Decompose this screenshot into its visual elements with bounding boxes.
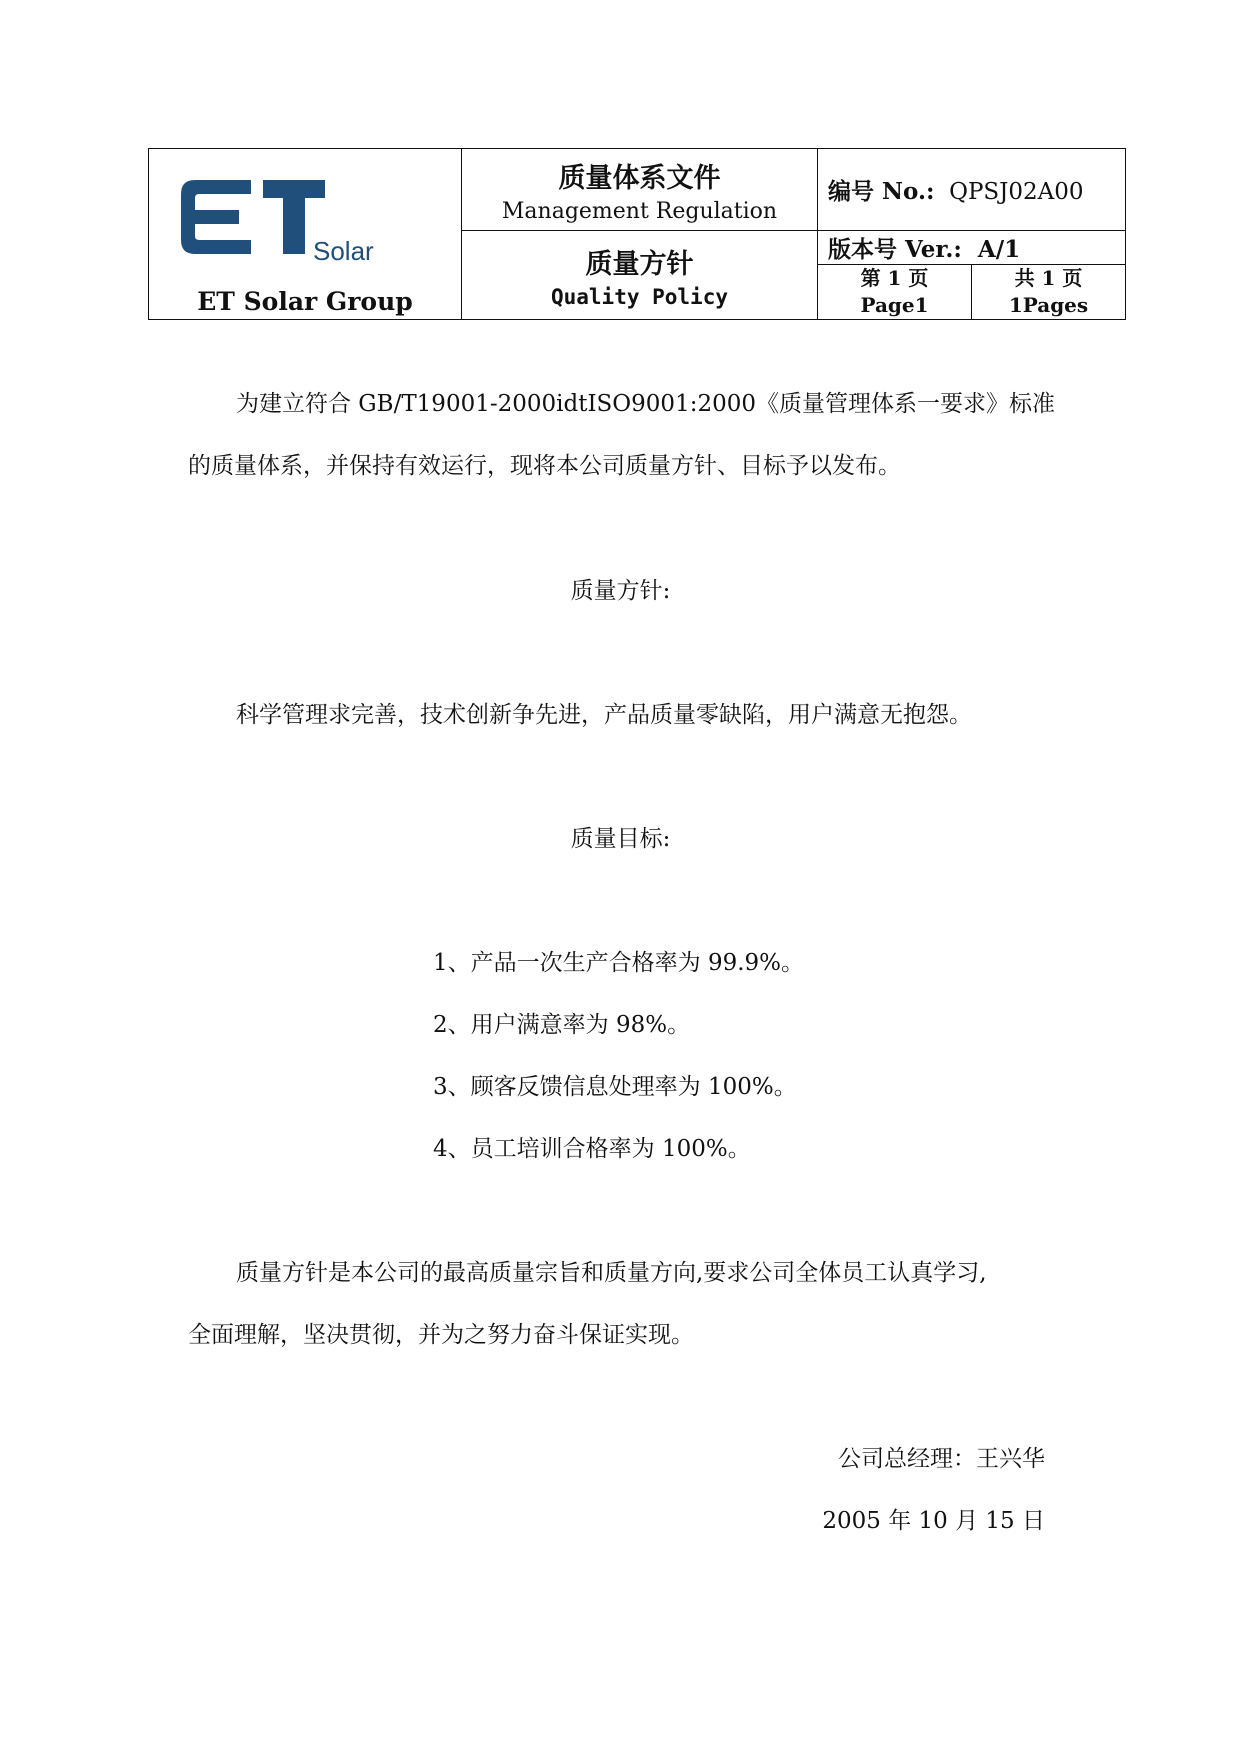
total-label-en: 1Pages xyxy=(1008,293,1089,317)
policy-heading: 质量方针: xyxy=(570,578,671,604)
total-label: 共 1 页 xyxy=(1014,266,1083,290)
version-label: 版本号 Ver.: xyxy=(828,236,962,263)
logo-cell xyxy=(149,149,462,320)
doc-type-cell xyxy=(462,149,818,231)
page-number xyxy=(818,265,972,320)
version-page-cell xyxy=(818,231,1126,320)
doc-number-value: QPSJ02A00 xyxy=(949,179,1084,205)
document-header xyxy=(148,148,1126,320)
doc-number-cell xyxy=(818,149,1126,231)
doc-title-cell xyxy=(462,231,818,320)
objective-item: 2、用户满意率为 98%。 xyxy=(433,1012,691,1038)
objectives-list xyxy=(433,944,804,1192)
version-value: A/1 xyxy=(977,236,1021,263)
policy-text: 科学管理求完善，技术创新争先进，产品质量零缺陷，用户满意无抱怨。 xyxy=(236,702,972,728)
et-solar-logo xyxy=(179,176,379,271)
logo-solar-text: Solar xyxy=(313,236,374,266)
intro-line-1: 为建立符合 GB/T19001-2000idtISO9001:2000《质量管理体系一要求》标准 xyxy=(236,391,1055,417)
issue-date: 2005 年 10 月 15 日 xyxy=(822,1508,1045,1534)
doc-type-en: Management Regulation xyxy=(501,198,778,224)
doc-title-en: Quality Policy xyxy=(550,284,728,309)
page-total xyxy=(972,265,1126,320)
doc-title-zh: 质量方针 xyxy=(585,248,694,280)
version-field xyxy=(818,231,1125,265)
objective-item: 1、产品一次生产合格率为 99.9%。 xyxy=(433,950,805,976)
closing-line-1: 质量方针是本公司的最高质量宗旨和质量方向,要求公司全体员工认真学习, xyxy=(236,1260,987,1286)
objective-item: 4、员工培训合格率为 100%。 xyxy=(433,1136,751,1162)
page-label: 第 1 页 xyxy=(860,266,929,290)
closing-line-2: 全面理解，坚决贯彻，并为之努力奋斗保证实现。 xyxy=(188,1322,694,1348)
intro-line-2: 的质量体系，并保持有效运行，现将本公司质量方针、目标予以发布。 xyxy=(188,453,901,479)
objective-item: 3、顾客反馈信息处理率为 100%。 xyxy=(433,1074,797,1100)
doc-type-zh: 质量体系文件 xyxy=(558,162,721,194)
objectives-heading: 质量目标: xyxy=(570,826,671,852)
doc-number-label: 编号 No.: xyxy=(828,178,935,205)
page-label-en: Page1 xyxy=(860,293,929,317)
signatory: 公司总经理：王兴华 xyxy=(838,1446,1045,1472)
group-name: ET Solar Group xyxy=(197,287,413,316)
